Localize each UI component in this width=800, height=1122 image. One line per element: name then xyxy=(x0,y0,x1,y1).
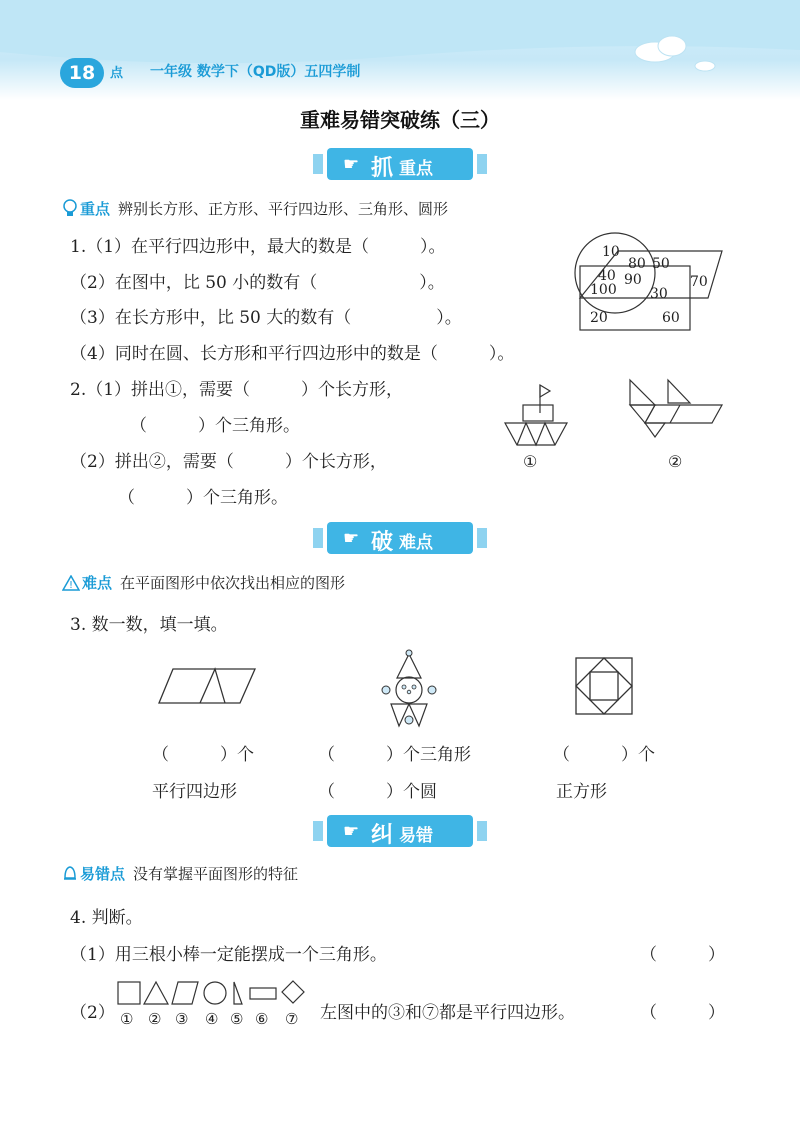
q4-line-1: （1）用三根小棒一定能摆成一个三角形。 xyxy=(70,945,387,965)
shape-number: ⑥ xyxy=(255,1010,269,1028)
alert-bell-icon xyxy=(62,864,78,882)
section-banner-zhongdian: ☛ 抓 重点 xyxy=(327,148,473,180)
warning-icon xyxy=(62,575,80,591)
q3-answer-circles: （ ）个圆 xyxy=(318,782,437,802)
q1-venn-figure xyxy=(570,228,730,338)
q3-title: 3. 数一数，填一填。 xyxy=(70,615,228,635)
q3-parallelogram-figure xyxy=(155,665,265,710)
venn-number: 60 xyxy=(662,310,680,326)
page-title: 重难易错突破练（三） xyxy=(300,108,500,132)
q4-line-2: 左图中的③和⑦都是平行四边形。 xyxy=(320,1003,575,1023)
q1-line-1: 1.（1）在平行四边形中，最大的数是（ ）。 xyxy=(70,237,446,257)
shape-number: ② xyxy=(148,1010,162,1028)
venn-number: 80 xyxy=(628,256,646,272)
venn-number: 90 xyxy=(624,272,642,288)
q4-title: 4. 判断。 xyxy=(70,908,143,928)
venn-number: 10 xyxy=(602,244,620,260)
q2-line-3: （2）拼出②，需要（ ）个长方形， xyxy=(70,452,387,472)
pointing-hand-icon: ☛ xyxy=(343,821,360,842)
q3-answer-parallelogram: （ ）个 xyxy=(152,745,254,765)
shape-number: ④ xyxy=(205,1010,219,1028)
shape-number: ① xyxy=(120,1010,134,1028)
q3-answer-squares: （ ）个 xyxy=(553,745,655,765)
q4-line-2-answer: （ ） xyxy=(640,1003,725,1023)
shape-number: ⑦ xyxy=(285,1010,299,1028)
section-heading-nandian: ! 难点 在平面图形中依次找出相应的图形 xyxy=(62,572,345,593)
book-title: 一年级 数学下（QD版）五四学制 xyxy=(150,64,361,80)
q4-shapes-row xyxy=(112,978,312,1030)
shape-number: ⑤ xyxy=(230,1010,244,1028)
page-header xyxy=(0,0,800,100)
venn-number: 100 xyxy=(590,282,617,298)
q1-line-3: （3）在长方形中，比 50 大的数有（ ）。 xyxy=(70,308,462,328)
venn-number: 50 xyxy=(652,256,670,272)
q1-line-4: （4）同时在圆、长方形和平行四边形中的数是（ ）。 xyxy=(70,344,515,364)
venn-number: 20 xyxy=(590,310,608,326)
q3-label-square: 正方形 xyxy=(556,782,607,802)
q2-boat-figure xyxy=(495,375,575,470)
q3-clown-figure xyxy=(375,648,445,730)
svg-text:!: ! xyxy=(69,580,74,591)
section-heading-zhongdian: 重点 辨别长方形、正方形、平行四边形、三角形、圆形 xyxy=(62,198,448,219)
pointing-hand-icon: ☛ xyxy=(343,154,360,175)
q2-line-1: 2.（1）拼出①，需要（ ）个长方形， xyxy=(70,380,404,400)
pointing-hand-icon: ☛ xyxy=(343,528,360,549)
q4-line-2-prefix: （2） xyxy=(70,1003,115,1023)
figure-label: ① xyxy=(523,452,538,470)
q4-line-1-answer: （ ） xyxy=(640,945,725,965)
q3-label-parallelogram: 平行四边形 xyxy=(152,782,237,802)
section-heading-yicuo: 易错点 没有掌握平面图形的特征 xyxy=(62,863,298,884)
shape-number: ③ xyxy=(175,1010,189,1028)
header-wave-decoration xyxy=(0,0,800,100)
q2-line-4: （ ）个三角形。 xyxy=(118,488,288,508)
figure-label: ② xyxy=(668,452,683,470)
q3-answer-triangles: （ ）个三角形 xyxy=(318,745,471,765)
q2-fish-figure xyxy=(620,375,730,470)
q3-nested-squares-figure xyxy=(573,655,637,719)
venn-number: 70 xyxy=(690,274,708,290)
page-number: 18 xyxy=(60,58,104,88)
q1-line-2: （2）在图中，比 50 小的数有（ ）。 xyxy=(70,273,445,293)
section-banner-yicuo: ☛ 纠 易错 xyxy=(327,815,473,847)
q2-line-2: （ ）个三角形。 xyxy=(130,416,300,436)
section-banner-nandian: ☛ 破 难点 xyxy=(327,522,473,554)
brand-logo: 点 xyxy=(110,66,124,81)
venn-number: 30 xyxy=(650,286,668,302)
lightbulb-icon xyxy=(62,199,78,217)
venn-number: 40 xyxy=(598,268,616,284)
